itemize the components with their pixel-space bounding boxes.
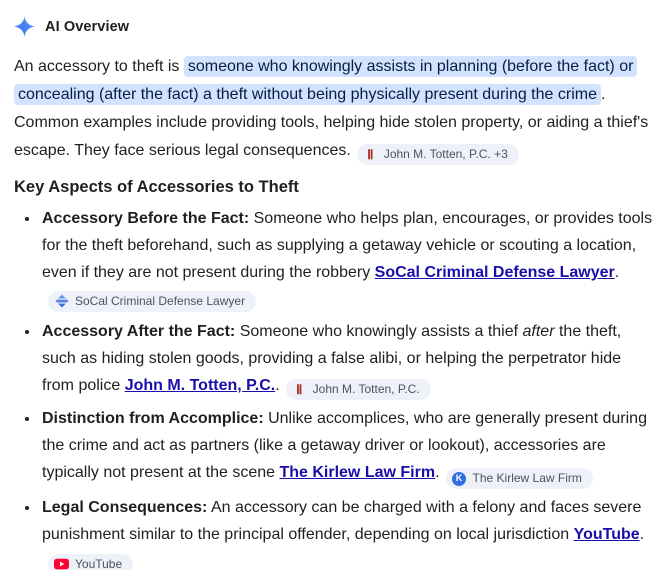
bullet-text: Someone who knowingly assists a thief (235, 323, 523, 340)
source-chip-youtube[interactable] (48, 554, 133, 570)
bullet-text: Someone who helps plan, encourages, or provides tools for the theft beforehand, such as supplying a getaway vehicle or scouting a location, even if they are not present during the robbery (42, 210, 653, 281)
link-youtube[interactable]: YouTube (573, 526, 640, 543)
list-item-accessory-before (40, 205, 655, 313)
bullet-italic-word: after (522, 323, 555, 340)
bullet-after-link: . (614, 264, 620, 281)
list-item-accessory-after (40, 318, 655, 400)
ai-overview-header (14, 10, 655, 39)
link-socal-criminal-defense-lawyer[interactable]: SoCal Criminal Defense Lawyer (374, 264, 615, 281)
bullet-lead: Distinction from Accomplice: (42, 410, 264, 427)
intro-highlighted-text: someone who knowingly assists in planning (before the fact) or concealing (after the fact) a theft without being physically present during the crime (14, 56, 637, 105)
bullet-lead: Accessory After the Fact: (42, 323, 236, 340)
bullet-lead: Legal Consequences: (42, 499, 208, 516)
source-chip-label: The Kirlew Law Firm (472, 471, 582, 485)
source-chip-label: John M. Totten, P.C. (312, 382, 420, 396)
source-chip-kirlew[interactable] (446, 468, 593, 489)
source-chip-totten-multi[interactable] (357, 144, 519, 165)
intro-pre-text: An accessory to theft is (14, 58, 180, 75)
socal-favicon-icon (54, 294, 69, 309)
section-heading: Key Aspects of Accessories to Theft (14, 178, 299, 196)
intro-paragraph (14, 53, 655, 165)
ai-overview-title: AI Overview (45, 18, 130, 35)
totten-favicon-icon: Ⅱ (367, 147, 374, 162)
link-kirlew-law-firm[interactable]: The Kirlew Law Firm (279, 464, 436, 481)
totten-favicon-icon: Ⅱ (295, 382, 303, 397)
key-aspects-list (14, 205, 655, 570)
source-chip-label: SoCal Criminal Defense Lawyer (75, 293, 246, 308)
list-item-legal-consequences (40, 494, 655, 570)
list-item-distinction-accomplice (40, 405, 655, 489)
intro-post-text: . Common examples include providing tools, helping hide stolen property, or aiding a thief's escape. They face serious legal consequences. (14, 86, 649, 159)
source-chip-totten[interactable] (286, 379, 431, 400)
kirlew-favicon-icon: K (452, 471, 467, 486)
bullet-after-link: . (639, 526, 645, 543)
ai-sparkle-icon (14, 16, 35, 37)
bullet-lead: Accessory Before the Fact: (42, 210, 250, 227)
source-chip-label: John M. Totten, P.C. +3 (383, 147, 508, 161)
link-john-m-totten[interactable]: John M. Totten, P.C. (124, 377, 276, 394)
bullet-text: Unlike accomplices, who are generally present during the crime and act as partners (like a getaway driver or lookout), accessories are typically not present at the scene (42, 410, 647, 481)
bullet-after-link: . (275, 377, 280, 394)
youtube-favicon-icon (54, 557, 69, 570)
source-chip-socal[interactable] (48, 291, 256, 312)
source-chip-label: YouTube (75, 556, 123, 570)
bullet-after-link: . (435, 464, 440, 481)
bullet-text: the theft, such as hiding stolen goods, providing a false alibi, or helping the perpetrator hide from police (42, 323, 622, 394)
bullet-text: An accessory can be charged with a felony and faces severe punishment similar to the principal offender, depending on local jurisdiction (42, 499, 642, 543)
